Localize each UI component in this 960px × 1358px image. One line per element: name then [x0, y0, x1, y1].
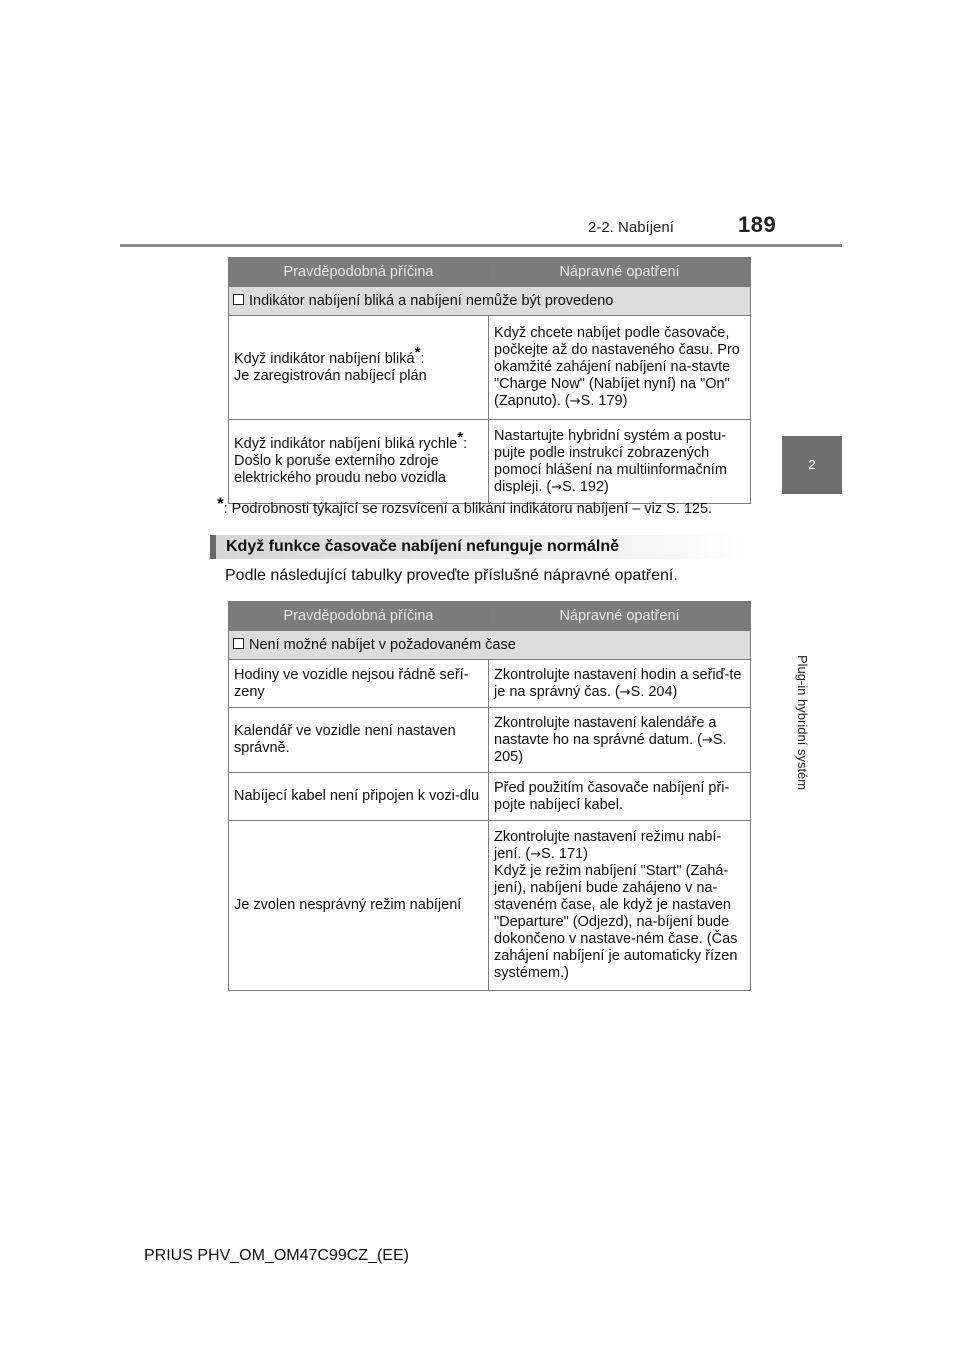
asterisk-mark: * — [457, 429, 464, 446]
table-header-row — [229, 602, 751, 631]
table-subheading: Indikátor nabíjení bliká a nabíjení nemůže být provedeno — [229, 287, 751, 316]
table-row — [229, 420, 751, 504]
footnote-mark: * — [217, 494, 224, 513]
remedy-cell: Zkontrolujte nastavení kalendáře a nastavte ho na správné datum. (→S. 205) — [489, 708, 751, 773]
remedy-cell: Zkontrolujte nastavení hodin a seřiď-te je na správný čas. (→S. 204) — [489, 660, 751, 708]
cause-cell: Když indikátor nabíjení bliká rychle*: Došlo k poruše externího zdroje elektrického proudu nebo vozidla — [229, 420, 489, 504]
section-title-bar — [210, 535, 750, 559]
chapter-title: Plug-in hybridní systém — [795, 655, 810, 791]
remedy-cell: Když chcete nabíjet podle časovače, počkejte až do nastaveného času. Pro okamžité zahájení nabíjení na-stavte "Charge Now" (Nabíjet nyní) na "On" (Zapnuto). (→S. 179) — [489, 316, 751, 420]
arrow-icon: → — [569, 394, 581, 409]
cause-cell: Nabíjecí kabel není připojen k vozi-dlu — [229, 773, 489, 821]
checkbox-icon — [233, 294, 244, 305]
footnote: *: Podrobnosti týkající se rozsvícení a blikání indikátoru nabíjení – viz S. 125. — [217, 494, 713, 517]
table-subheading-row — [229, 631, 751, 660]
arrow-icon: → — [530, 847, 542, 862]
table-row — [229, 773, 751, 821]
cause-cell: Když indikátor nabíjení bliká*: Je zaregistrován nabíjecí plán — [229, 316, 489, 420]
intro-text: Podle následující tabulky proveďte příslušné nápravné opatření. — [225, 567, 678, 584]
column-header-remedy: Nápravné opatření — [489, 258, 751, 287]
header-divider — [120, 244, 842, 247]
cause-cell: Je zvolen nesprávný režim nabíjení — [229, 821, 489, 991]
table-row — [229, 821, 751, 991]
column-header-cause: Pravděpodobná příčina — [229, 602, 489, 631]
asterisk-mark: * — [414, 343, 421, 361]
document-id: PRIUS PHV_OM_OM47C99CZ_(EE) — [144, 1247, 409, 1264]
remedy-cell: Před použitím časovače nabíjení při-pojte nabíjecí kabel. — [489, 773, 751, 821]
section-heading: 2-2. Nabíjení — [588, 219, 674, 236]
column-header-remedy: Nápravné opatření — [489, 602, 751, 631]
charging-indicator-table — [228, 257, 751, 504]
page-number: 189 — [738, 212, 777, 237]
table-row — [229, 708, 751, 773]
arrow-icon: → — [551, 479, 563, 495]
cause-cell: Hodiny ve vozidle nejsou řádně seří-zeny — [229, 660, 489, 708]
arrow-icon: → — [619, 684, 631, 700]
chapter-title-wrapper — [790, 503, 810, 791]
chapter-tab: 2 — [782, 436, 842, 494]
section-title: Když funkce časovače nabíjení nefunguje normálně — [226, 538, 619, 555]
cause-cell: Kalendář ve vozidle není nastaven správně. — [229, 708, 489, 773]
remedy-cell: Nastartujte hybridní systém a postu-pujte podle instrukcí zobrazených pomocí hlášení na multiinformačním displeji. (→S. 192) — [489, 420, 751, 504]
timer-troubleshooting-table — [228, 601, 751, 991]
table-subheading: Není možné nabíjet v požadovaném čase — [229, 631, 751, 660]
checkbox-icon — [233, 638, 244, 649]
arrow-icon: → — [701, 732, 713, 748]
table-row — [229, 660, 751, 708]
remedy-cell: Zkontrolujte nastavení režimu nabí-jení. (→S. 171) Když je režim nabíjení "Start" (Zahá-jení), nabíjení bude zahájeno v na-staveném čase, ale když je nastaven "Departure" (Odjezd), na-bíjení bude dokončeno v nastave-ném čase. (Čas zahájení nabíjení je automaticky řízen systémem.) — [489, 821, 751, 991]
table-header-row — [229, 258, 751, 287]
table-subheading-row — [229, 287, 751, 316]
table-row — [229, 316, 751, 420]
column-header-cause: Pravděpodobná příčina — [229, 258, 489, 287]
